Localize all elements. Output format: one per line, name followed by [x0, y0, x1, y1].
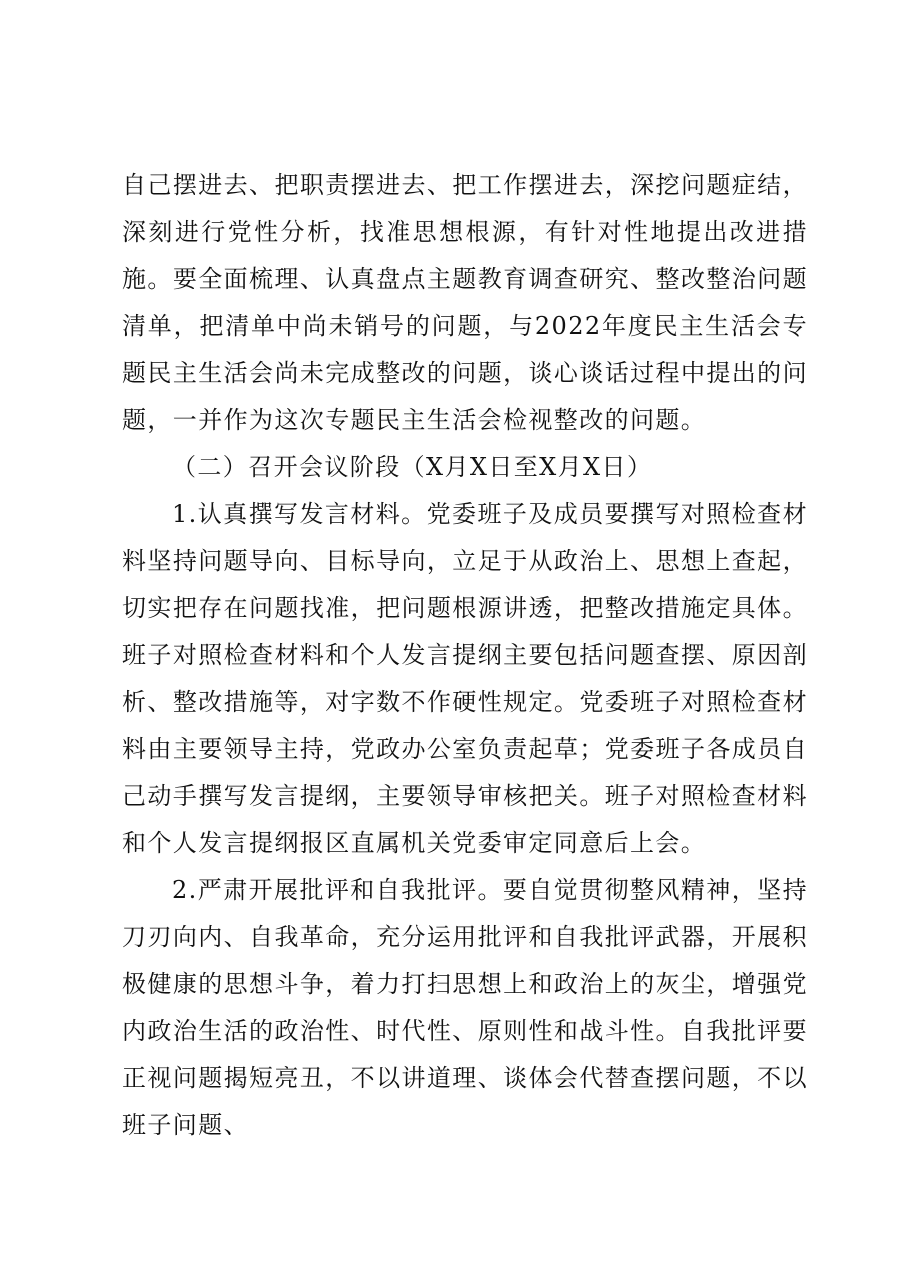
document-body	[122, 162, 808, 1149]
section-heading: （二）召开会议阶段（X月X日至X月X日）	[172, 453, 653, 481]
paragraph-criticism: 2.严肃开展批评和自我批评。要自觉贯彻整风精神，坚持刀刃向内、自我革命，充分运用批评和自我批评武器，开展积极健康的思想斗争，着力打扫思想上和政治上的灰尘，增强党内政治生活的政治性、时代性、原则性和战斗性。自我批评要正视问题揭短亮丑，不以讲道理、谈体会代替查摆问题，不以班子问题、	[122, 876, 808, 1139]
paragraph-continuation: 自己摆进去、把职责摆进去、把工作摆进去，深挖问题症结，深刻进行党性分析，找准思想根源，有针对性地提出改进措施。要全面梳理、认真盘点主题教育调查研究、整改整治问题清单，把清单中尚未销号的问题，与2022年度民主生活会专题民主生活会尚未完成整改的问题，谈心谈话过程中提出的问题，一并作为这次专题民主生活会检视整改的问题。	[122, 171, 808, 434]
paragraph-writing-materials: 1.认真撰写发言材料。党委班子及成员要撰写对照检查材料坚持问题导向、目标导向，立足于从政治上、思想上查起，切实把存在问题找准，把问题根源讲透，把整改措施定具体。班子对照检查材料和个人发言提纲主要包括问题查摆、原因剖析、整改措施等，对字数不作硬性规定。党委班子对照检查材料由主要领导主持，党政办公室负责起草；党委班子各成员自己动手撰写发言提纲，主要领导审核把关。班子对照检查材料和个人发言提纲报区直属机关党委审定同意后上会。	[122, 500, 808, 857]
